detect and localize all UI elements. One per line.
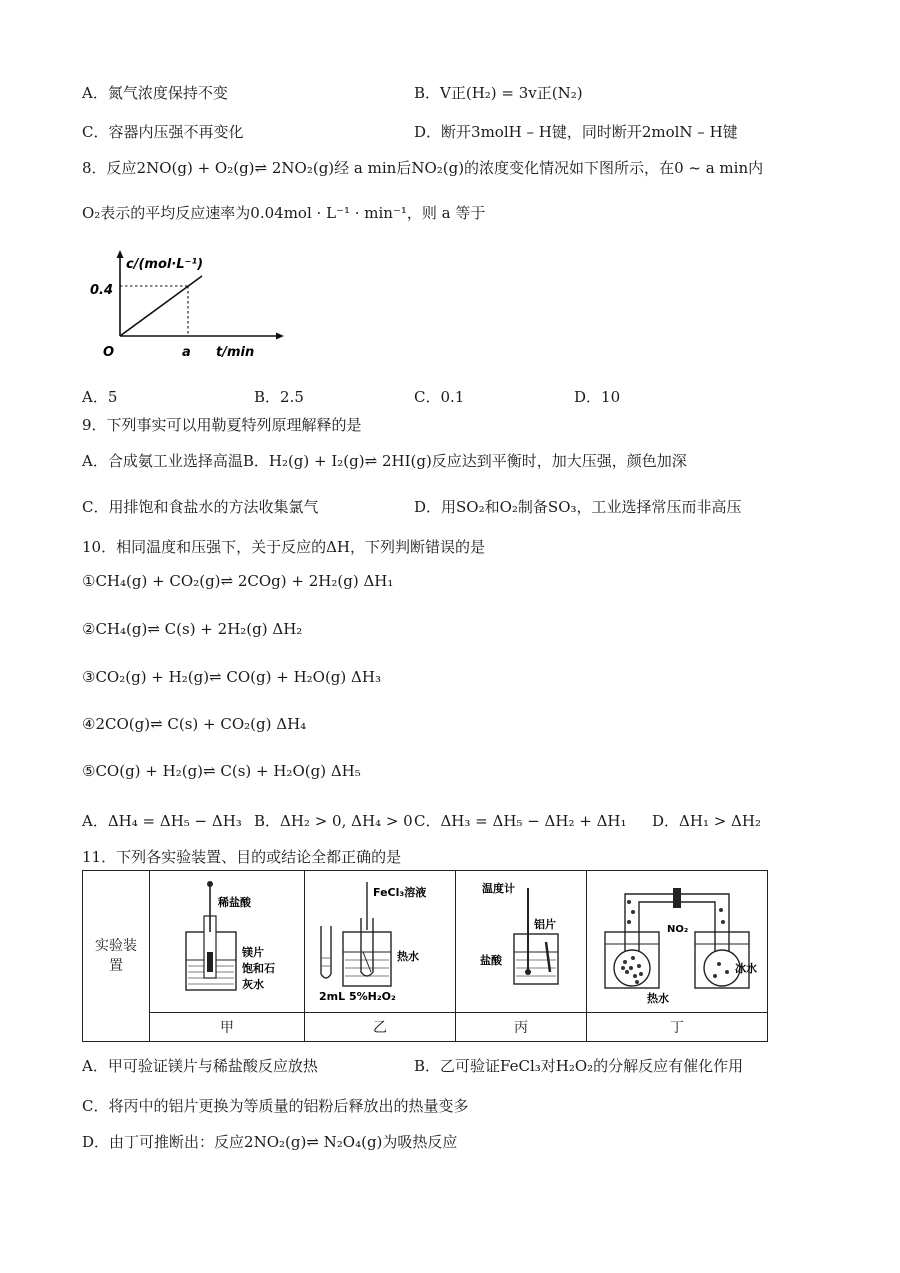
label-dilute-hcl: 稀盐酸 <box>218 895 251 909</box>
x-axis-arrow <box>276 333 284 340</box>
label-no2: NO₂ <box>667 923 689 935</box>
label-thermometer: 温度计 <box>482 881 515 895</box>
label-hcl: 盐酸 <box>480 953 502 967</box>
q11-option-b: B．乙可验证FeCl₃对H₂O₂的分解反应有催化作用 <box>414 1057 744 1075</box>
table-header-cell <box>83 871 150 1042</box>
label-ice-water: 冰水 <box>735 961 757 975</box>
q10-stem: 10．相同温度和压强下，关于反应的ΔH，下列判断错误的是 <box>82 538 486 556</box>
q11-option-a: A．甲可验证镁片与稀盐酸反应放热 <box>82 1057 318 1075</box>
caption-jia: 甲 <box>150 1013 305 1042</box>
chart-ytick-label: 0.4 <box>90 283 114 298</box>
label-limewater-1: 饱和石 <box>242 961 275 975</box>
apparatus-ding-drawing <box>587 872 767 1012</box>
q10-option-d: D．ΔH₁ > ΔH₂ <box>652 812 761 830</box>
apparatus-jia-drawing <box>150 872 304 1012</box>
y-axis-arrow <box>117 250 124 258</box>
q7-option-c: C．容器内压强不再变化 <box>82 123 244 141</box>
q11-option-c: C．将丙中的铝片更换为等质量的铝粉后释放出的热量变多 <box>82 1097 469 1115</box>
table-header-line2: 置 <box>109 958 123 974</box>
caption-ding: 丁 <box>587 1013 768 1042</box>
label-hot-water: 热水 <box>397 949 419 963</box>
q9-option-d: D．用SO₂和O₂制备SO₃，工业选择常压而非高压 <box>414 498 742 516</box>
q8-option-d: D．10 <box>574 388 621 406</box>
q8-option-a: A．5 <box>82 388 118 406</box>
q8-option-c: C．0.1 <box>414 388 465 406</box>
label-fecl3: FeCl₃溶液 <box>373 885 427 899</box>
q10-reaction-3: ③CO₂(g) + H₂(g)⇌ CO(g) + H₂O(g) ΔH₃ <box>82 668 381 686</box>
label-hot-water: 热水 <box>647 991 669 1005</box>
q10-option-c: C．ΔH₃ = ΔH₅ − ΔH₂ + ΔH₁ <box>414 812 627 830</box>
q9-option-c: C．用排饱和食盐水的方法收集氯气 <box>82 498 319 516</box>
apparatus-yi-drawing <box>305 872 455 1012</box>
caption-yi: 乙 <box>305 1013 456 1042</box>
q10-reaction-2: ②CH₄(g)⇌ C(s) + 2H₂(g) ΔH₂ <box>82 620 303 638</box>
apparatus-yi <box>305 871 456 1013</box>
q10-reaction-5: ⑤CO(g) + H₂(g)⇌ C(s) + H₂O(g) ΔH₅ <box>82 762 361 780</box>
q11-apparatus-table <box>82 870 768 1042</box>
label-h2o2: 2mL 5%H₂O₂ <box>319 989 396 1003</box>
table-header-line1: 实验装 <box>95 938 137 954</box>
caption-bing: 丙 <box>456 1013 587 1042</box>
q9-options-ab: A．合成氨工业选择高温B．H₂(g) + I₂(g)⇌ 2HI(g)反应达到平衡时，加大压强，颜色加深 <box>82 452 687 470</box>
apparatus-bing-drawing <box>456 872 586 1012</box>
q11-option-d: D．由丁可推断出：反应2NO₂(g)⇌ N₂O₄(g)为吸热反应 <box>82 1133 458 1151</box>
chart-xtick-label: a <box>182 345 191 360</box>
series-line <box>120 276 202 336</box>
q8-stem-line1: 8．反应2NO(g) + O₂(g)⇌ 2NO₂(g)经 a min后NO₂(g)的浓度变化情况如下图所示，在0 ~ a min内 <box>82 159 764 177</box>
apparatus-bing <box>456 871 587 1013</box>
apparatus-jia <box>150 871 305 1013</box>
q10-reaction-4: ④2CO(g)⇌ C(s) + CO₂(g) ΔH₄ <box>82 715 307 733</box>
label-mg-strip: 镁片 <box>242 945 264 959</box>
q10-option-a: A．ΔH₄ = ΔH₅ − ΔH₃ <box>82 812 242 830</box>
chart-ylabel: c/(mol·L⁻¹) <box>126 257 204 272</box>
q8-stem-line2: O₂表示的平均反应速率为0.04mol · L⁻¹ · min⁻¹，则 a 等于 <box>82 204 486 222</box>
label-al-strip: 铝片 <box>534 917 556 931</box>
q9-stem: 9．下列事实可以用勒夏特列原理解释的是 <box>82 416 362 434</box>
q8-option-b: B．2.5 <box>254 388 304 406</box>
q7-option-a: A．氮气浓度保持不变 <box>82 84 228 102</box>
label-limewater-2: 灰水 <box>242 977 264 991</box>
chart-origin-label: O <box>103 345 115 360</box>
q7-option-b: B．V正(H₂) = 3v正(N₂) <box>414 84 583 102</box>
q10-reaction-1: ①CH₄(g) + CO₂(g)⇌ 2COg) + 2H₂(g) ΔH₁ <box>82 572 394 590</box>
q10-option-b: B．ΔH₂ > 0, ΔH₄ > 0 <box>254 812 413 830</box>
concentration-time-chart <box>90 248 290 368</box>
apparatus-ding <box>587 871 768 1013</box>
q11-stem: 11．下列各实验装置、目的或结论全都正确的是 <box>82 848 402 866</box>
chart-marks <box>120 276 202 336</box>
chart-xlabel: t/min <box>216 345 255 360</box>
q7-option-d: D．断开3molH – H键，同时断开2molN – H键 <box>414 123 738 141</box>
